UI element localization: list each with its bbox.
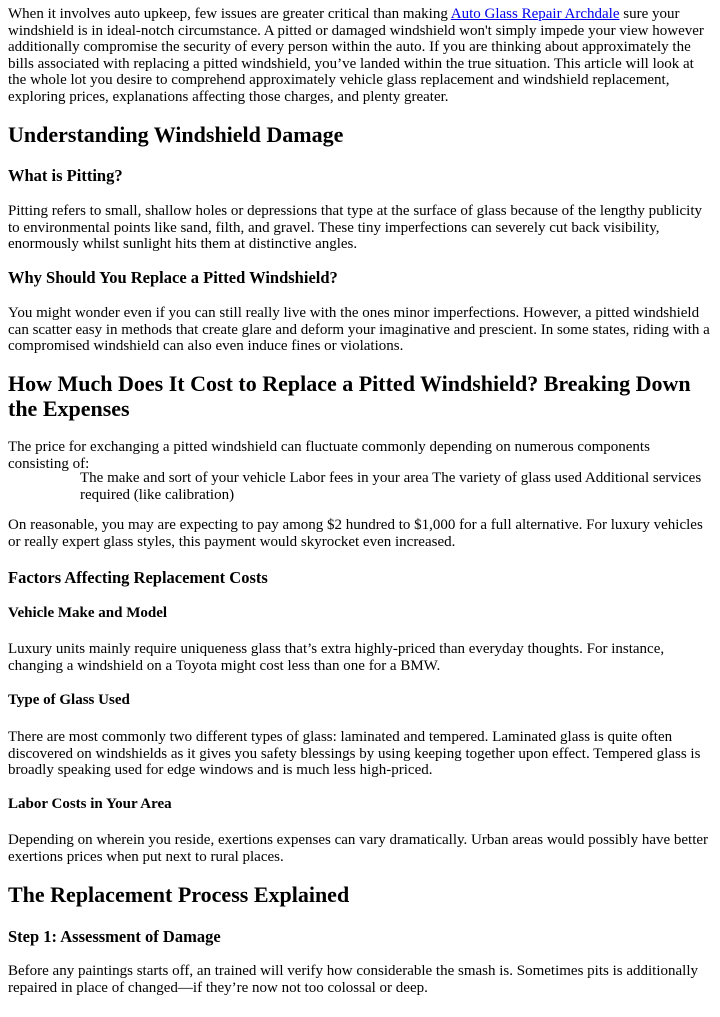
pitting-paragraph: Pitting refers to small, shallow holes or depressions that type at the surface of glass because of the lengthy publicity to environmental points like sand, filth, and gravel. These tiny imperfections can severely cut back visibility, enormously whilst sunlight hits them at distinctive angles. bbox=[8, 203, 702, 252]
cost-intro-paragraph: The price for exchanging a pitted windshield can fluctuate commonly depending on numerous components consisting of: bbox=[8, 439, 650, 472]
heading-factors: Factors Affecting Replacement Costs bbox=[8, 568, 268, 587]
cost-factors-list: The make and sort of your vehicle Labor fees in your area The variety of glass used Additional services required (like calibration) bbox=[80, 470, 702, 503]
cost-average-paragraph: On reasonable, you may are expecting to pay among $2 hundred to $1,000 for a full alternative. For luxury vehicles or really expert glass styles, this payment would skyrocket even increased. bbox=[8, 517, 703, 550]
heading-cost-breakdown: How Much Does It Cost to Replace a Pitted Windshield? Breaking Down the Expenses bbox=[8, 371, 691, 421]
why-replace-paragraph: You might wonder even if you can still really live with the ones minor imperfections. However, a pitted windshield can scatter easy in methods that create glare and deform your imaginative and prescient. In some states, riding with a compromised windshield can also even induce fines or violations. bbox=[8, 305, 710, 354]
labor-costs-paragraph: Depending on wherein you reside, exertions expenses can vary dramatically. Urban areas would possibly have better exertions prices when put next to rural places. bbox=[8, 832, 709, 865]
intro-paragraph bbox=[8, 6, 712, 105]
heading-labor-costs: Labor Costs in Your Area bbox=[8, 796, 172, 812]
heading-step-1: Step 1: Assessment of Damage bbox=[8, 927, 221, 946]
intro-text-end: sure your windshield is in ideal-notch circumstance. A pitted or damaged windshield won't simply impede your view however additionally compromise the security of every person within the auto. If you are thinking about approximately the bills associated with replacing a pitted windshield, you’ve landed within the true situation. This article will look at the whole lot you desire to comprehend approximately vehicle glass replacement and windshield replacement, exploring prices, explanations affecting those charges, and plenty greater. bbox=[8, 6, 704, 105]
glass-type-paragraph: There are most commonly two different types of glass: laminated and tempered. Laminated glass is quite often discovered on windshields as it gives you safety blessings by using keeping together upon effect. Tempered glass is broadly speaking used for edge windows and is much less high-priced. bbox=[8, 729, 701, 778]
heading-replacement-process: The Replacement Process Explained bbox=[8, 882, 350, 907]
heading-glass-type: Type of Glass Used bbox=[8, 692, 130, 708]
vehicle-make-paragraph: Luxury units mainly require uniqueness glass that’s extra highly-priced than everyday thoughts. For instance, changing a windshield on a Toyota might cost less than one for a BMW. bbox=[8, 641, 665, 674]
intro-text-start: When it involves auto upkeep, few issues are greater critical than making bbox=[8, 6, 451, 22]
heading-understanding-damage: Understanding Windshield Damage bbox=[8, 122, 344, 147]
step-1-paragraph: Before any paintings starts off, an trained will verify how considerable the smash is. Sometimes pits is additionally repaired in place of changed—if they’re now not too colossal or deep. bbox=[8, 963, 699, 996]
heading-vehicle-make: Vehicle Make and Model bbox=[8, 605, 168, 621]
heading-why-replace: Why Should You Replace a Pitted Windshield? bbox=[8, 268, 338, 287]
heading-what-is-pitting: What is Pitting? bbox=[8, 166, 123, 185]
auto-glass-repair-link[interactable]: Auto Glass Repair Archdale bbox=[450, 6, 620, 22]
